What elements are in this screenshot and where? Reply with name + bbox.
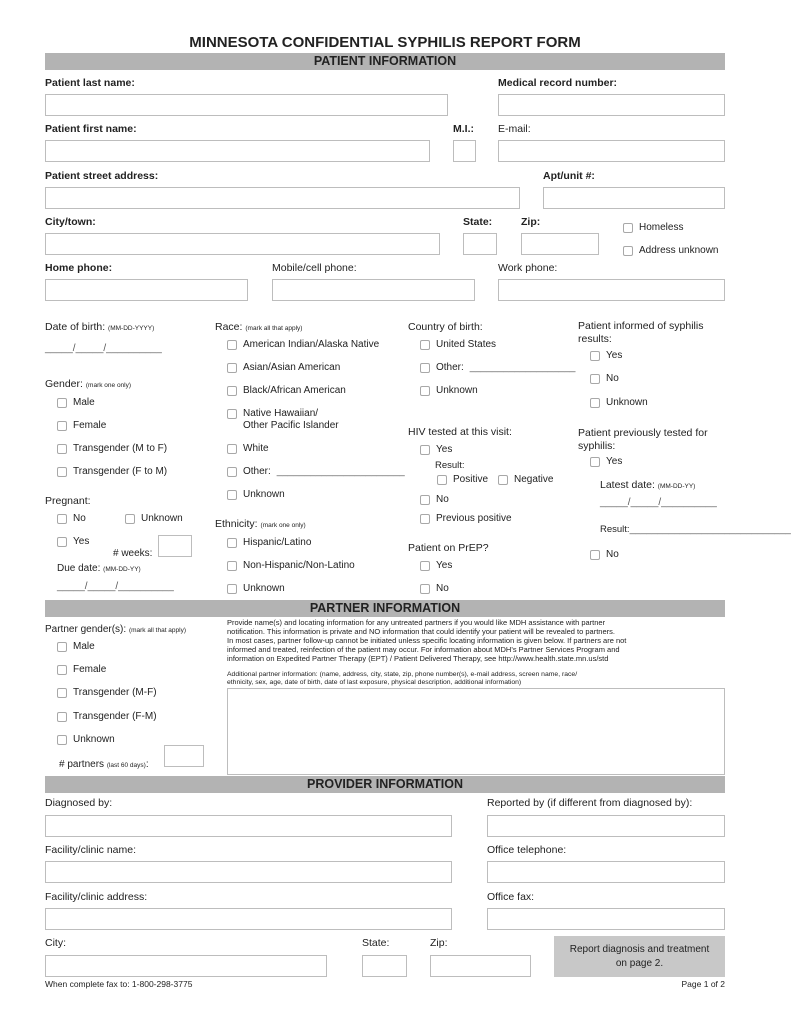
prep-yes-option[interactable]: Yes <box>420 560 452 572</box>
office-fax-label: Office fax: <box>487 891 535 903</box>
latest-date-blank[interactable]: _____/_____/__________ <box>600 497 717 508</box>
dob-label: Date of birth: (MM-DD-YYYY) <box>45 321 155 333</box>
prev-tested-yes-option[interactable]: Yes <box>590 456 622 468</box>
hiv-result-label: Result: <box>435 460 465 471</box>
hiv-positive-option[interactable]: Positive <box>437 474 488 486</box>
hiv-negative-checkbox[interactable] <box>498 475 508 485</box>
partner-trans-mf-checkbox[interactable] <box>57 688 67 698</box>
race-asian-checkbox[interactable] <box>227 363 237 373</box>
race-aian-option[interactable]: American Indian/Alaska Native <box>227 339 379 351</box>
apt-unit-field[interactable] <box>543 187 725 209</box>
partner-unknown-checkbox[interactable] <box>57 735 67 745</box>
zip-label: Zip: <box>521 216 541 228</box>
reported-by-field[interactable] <box>487 815 725 837</box>
partner-count-field[interactable] <box>164 745 204 767</box>
patient-first-name-label: Patient first name: <box>45 123 137 135</box>
provider-city-label: City: <box>45 937 66 949</box>
hiv-yes-option[interactable]: Yes <box>420 444 452 456</box>
email-label: E-mail: <box>498 123 531 135</box>
ethnicity-label: Ethnicity: (mark one only) <box>215 518 306 530</box>
office-telephone-field[interactable] <box>487 861 725 883</box>
prep-no-checkbox[interactable] <box>420 584 430 594</box>
section-patient-information: PATIENT INFORMATION <box>45 53 725 70</box>
address-unknown-checkbox[interactable] <box>623 246 633 256</box>
partner-trans-fm-option[interactable]: Transgender (F-M) <box>57 711 157 723</box>
country-us-checkbox[interactable] <box>420 340 430 350</box>
weeks-field[interactable] <box>158 535 192 557</box>
gender-female-checkbox[interactable] <box>57 421 67 431</box>
pregnant-unknown-option[interactable]: Unknown <box>125 513 183 525</box>
patient-last-name-field[interactable] <box>45 94 448 116</box>
gender-trans-mtf-checkbox[interactable] <box>57 444 67 454</box>
informed-unknown-checkbox[interactable] <box>590 398 600 408</box>
address-unknown-option[interactable] <box>623 245 719 257</box>
informed-yes-checkbox[interactable] <box>590 351 600 361</box>
patient-first-name-field[interactable] <box>45 140 430 162</box>
weeks-label: # weeks: <box>113 548 153 559</box>
ethnicity-hispanic-option[interactable]: Hispanic/Latino <box>227 537 311 549</box>
informed-results-label: Patient informed of syphilis results: <box>578 320 704 345</box>
race-white-checkbox[interactable] <box>227 444 237 454</box>
hiv-positive-checkbox[interactable] <box>437 475 447 485</box>
mobile-phone-label: Mobile/cell phone: <box>272 262 357 274</box>
country-of-birth-label: Country of birth: <box>408 321 483 333</box>
gender-trans-mtf-option[interactable]: Transgender (M to F) <box>57 443 167 455</box>
race-unknown-checkbox[interactable] <box>227 490 237 500</box>
ethnicity-hispanic-checkbox[interactable] <box>227 538 237 548</box>
homeless-checkbox[interactable] <box>623 223 633 233</box>
prev-tested-result: Result:_____________________________ <box>600 524 791 535</box>
race-black-checkbox[interactable] <box>227 386 237 396</box>
homeless-label: Homeless <box>639 222 684 233</box>
gender-male-option[interactable]: Male <box>57 397 95 409</box>
ethnicity-non-hispanic-option[interactable]: Non-Hispanic/Non-Latino <box>227 560 355 572</box>
form-title: MINNESOTA CONFIDENTIAL SYPHILIS REPORT FORM <box>189 34 581 51</box>
work-phone-field[interactable] <box>498 279 725 301</box>
middle-initial-label: M.I.: <box>453 123 474 135</box>
home-phone-field[interactable] <box>45 279 248 301</box>
gender-trans-ftm-checkbox[interactable] <box>57 467 67 477</box>
partner-additional-info-field[interactable] <box>227 688 725 775</box>
section-partner-information: PARTNER INFORMATION <box>45 600 725 617</box>
street-address-field[interactable] <box>45 187 520 209</box>
partner-count-label: # partners (last 60 days): <box>59 759 149 770</box>
gender-female-option[interactable]: Female <box>57 420 106 432</box>
email-field[interactable] <box>498 140 725 162</box>
city-town-field[interactable] <box>45 233 440 255</box>
gender-trans-ftm-option[interactable]: Transgender (F to M) <box>57 466 167 478</box>
work-phone-label: Work phone: <box>498 262 558 274</box>
race-asian-option[interactable]: Asian/Asian American <box>227 362 340 374</box>
street-address-label: Patient street address: <box>45 170 159 182</box>
diagnosed-by-field[interactable] <box>45 815 452 837</box>
previously-tested-label: Patient previously tested for syphilis: <box>578 427 708 452</box>
pregnant-yes-checkbox[interactable] <box>57 537 67 547</box>
prep-no-option[interactable]: No <box>420 583 449 595</box>
facility-name-field[interactable] <box>45 861 452 883</box>
facility-address-field[interactable] <box>45 908 452 930</box>
race-other-option[interactable]: Other: _______________________ <box>227 466 405 478</box>
zip-field[interactable] <box>521 233 599 255</box>
partner-unknown-option[interactable]: Unknown <box>57 734 115 746</box>
race-nhpi-checkbox[interactable] <box>227 409 237 419</box>
latest-date-label: Latest date: (MM-DD-YY) <box>600 479 696 491</box>
partner-female-option[interactable]: Female <box>57 664 106 676</box>
race-unknown-option[interactable]: Unknown <box>227 489 285 501</box>
prev-tested-no-option[interactable]: No <box>590 549 619 561</box>
address-unknown-label: Address unknown <box>639 245 719 256</box>
apt-unit-label: Apt/unit #: <box>543 170 595 182</box>
hiv-negative-option[interactable]: Negative <box>498 474 553 486</box>
ethnicity-unknown-option[interactable]: Unknown <box>227 583 285 595</box>
home-phone-label: Home phone: <box>45 262 113 274</box>
informed-no-option[interactable]: No <box>590 373 619 385</box>
hiv-no-checkbox[interactable] <box>420 495 430 505</box>
provider-zip-label: Zip: <box>430 937 448 949</box>
facility-address-label: Facility/clinic address: <box>45 891 148 903</box>
patient-last-name-label: Patient last name: <box>45 77 135 89</box>
race-white-option[interactable]: White <box>227 443 269 455</box>
gender-male-checkbox[interactable] <box>57 398 67 408</box>
informed-no-checkbox[interactable] <box>590 374 600 384</box>
informed-yes-option[interactable]: Yes <box>590 350 622 362</box>
pregnant-no-checkbox[interactable] <box>57 514 67 524</box>
race-label: Race: (mark all that apply) <box>215 321 303 333</box>
office-telephone-label: Office telephone: <box>487 844 567 856</box>
hiv-tested-label: HIV tested at this visit: <box>408 426 512 438</box>
facility-name-label: Facility/clinic name: <box>45 844 137 856</box>
pregnant-yes-option[interactable]: Yes <box>57 536 89 548</box>
pregnant-unknown-checkbox[interactable] <box>125 514 135 524</box>
section-provider-information: PROVIDER INFORMATION <box>45 776 725 793</box>
dob-blank[interactable]: _____/_____/__________ <box>45 343 162 354</box>
country-unknown-checkbox[interactable] <box>420 386 430 396</box>
state-field[interactable] <box>463 233 497 255</box>
hiv-previous-positive-checkbox[interactable] <box>420 514 430 524</box>
partner-male-option[interactable]: Male <box>57 641 95 653</box>
state-label: State: <box>463 216 493 228</box>
diagnosed-by-label: Diagnosed by: <box>45 797 113 809</box>
country-unknown-option[interactable]: Unknown <box>420 385 478 397</box>
due-date-blank[interactable]: _____/_____/__________ <box>57 581 174 592</box>
medical-record-number-label: Medical record number: <box>498 77 618 89</box>
provider-zip-field[interactable] <box>430 955 531 977</box>
prep-label: Patient on PrEP? <box>408 542 489 554</box>
middle-initial-field[interactable] <box>453 140 476 162</box>
pregnant-label: Pregnant: <box>45 495 91 507</box>
medical-record-number-field[interactable] <box>498 94 725 116</box>
partner-info-text: Provide name(s) and locating information for any untreated partners if you would like MDH assistance with partner notification. This information is private and NO information that could identify your patient will be revealed to partners. In most cases, partner follow-up cannot be initiated unless specific locating information is given below. If partners are not informed and treated, reinfection of the patient may occur. For information about MDH’s Partner Services Program and information on Expedited Partner Therapy (EPT) / Patient Delivered Therapy, see http://www.health.state.mn.us/std <box>227 618 627 663</box>
race-black-option[interactable]: Black/African American <box>227 385 346 397</box>
provider-state-field[interactable] <box>362 955 407 977</box>
race-nhpi-option[interactable]: Native Hawaiian/ Other Pacific Islander <box>227 408 339 432</box>
report-page-2-note: Report diagnosis and treatment on page 2. <box>554 936 725 977</box>
partner-female-checkbox[interactable] <box>57 665 67 675</box>
footer-fax-number: When complete fax to: 1-800-298-3775 <box>45 979 193 989</box>
partner-trans-mf-option[interactable]: Transgender (M-F) <box>57 687 157 699</box>
country-us-option[interactable]: United States <box>420 339 496 351</box>
due-date-label: Due date: (MM-DD-YY) <box>57 563 141 574</box>
office-fax-field[interactable] <box>487 908 725 930</box>
country-other-option[interactable]: Other: ___________________ <box>420 362 575 374</box>
race-aian-checkbox[interactable] <box>227 340 237 350</box>
gender-label: Gender: (mark one only) <box>45 378 132 390</box>
hiv-no-option[interactable]: No <box>420 494 449 506</box>
reported-by-label: Reported by (if different from diagnosed by): <box>487 797 693 809</box>
hiv-yes-checkbox[interactable] <box>420 445 430 455</box>
provider-state-label: State: <box>362 937 390 949</box>
prev-tested-no-checkbox[interactable] <box>590 550 600 560</box>
partner-trans-fm-checkbox[interactable] <box>57 712 67 722</box>
homeless-option[interactable] <box>623 222 683 234</box>
ethnicity-unknown-checkbox[interactable] <box>227 584 237 594</box>
footer-page-number: Page 1 of 2 <box>681 979 725 989</box>
partner-male-checkbox[interactable] <box>57 642 67 652</box>
partner-gender-label: Partner gender(s): (mark all that apply) <box>45 624 187 635</box>
prep-yes-checkbox[interactable] <box>420 561 430 571</box>
prev-tested-yes-checkbox[interactable] <box>590 457 600 467</box>
ethnicity-non-hispanic-checkbox[interactable] <box>227 561 237 571</box>
partner-additional-label: Additional partner information: (name, address, city, state, zip, phone number(s), e-mail address, screen name, race/ ethnicity, sex, age, date of birth, date of last exposure, physical description, additional information) <box>227 671 578 686</box>
country-other-checkbox[interactable] <box>420 363 430 373</box>
pregnant-no-option[interactable]: No <box>57 513 86 525</box>
hiv-previous-positive-option[interactable]: Previous positive <box>420 513 512 525</box>
provider-city-field[interactable] <box>45 955 327 977</box>
city-town-label: City/town: <box>45 216 96 228</box>
informed-unknown-option[interactable]: Unknown <box>590 397 648 409</box>
mobile-phone-field[interactable] <box>272 279 475 301</box>
race-other-checkbox[interactable] <box>227 467 237 477</box>
